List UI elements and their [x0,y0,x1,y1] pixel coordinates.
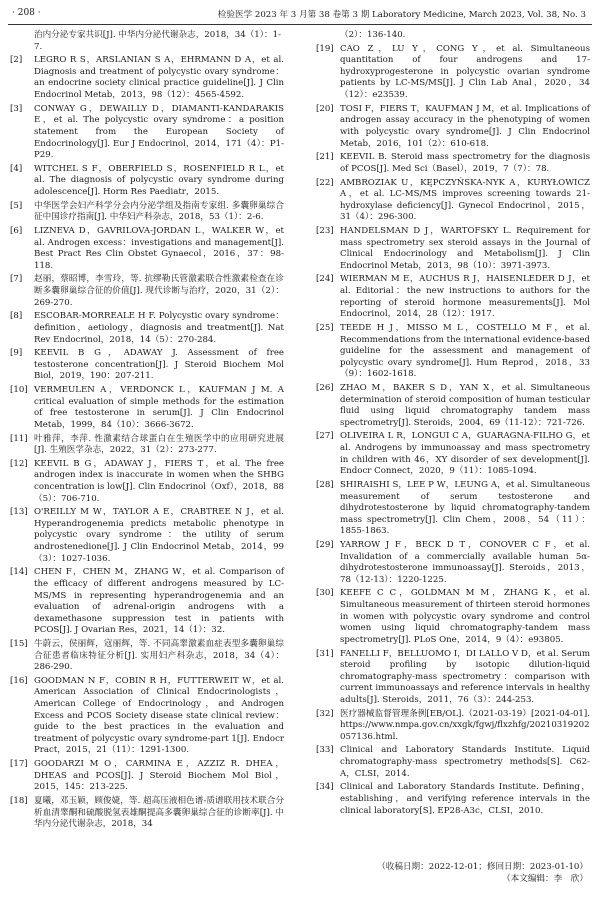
reference-item [10,459,284,505]
reference-text: KEEVIL B. Steroid mass spectrometry for the diagnosis of PCOS[J]. Med Sci（Basel），2019，7（7）：78. [340,152,590,174]
reference-item [10,55,284,101]
reference-number: [29] [316,539,334,550]
reference-number: [19] [316,43,334,54]
reference-item [10,759,284,794]
reference-text: 夏曦，邓玉颖，顾俊婕，等. 超高压液相色谱-质谱联用技术联合分析血清睾酮和硫酸脱氢表雄酮提高多囊卵巢综合征的诊断率[J]. 中华内分泌代谢杂志，2018，34 [34,796,284,830]
reference-item [316,782,590,817]
reference-number: [18] [10,796,28,806]
reference-text: O'REILLY M W，TAYLOR A E，CRABTREE N J，et al. Hyperandrogenemia predicts metabolic phenotype in polycystic ovary syndrome：the utility of serum androstenedione[J]. J Clin Endocrinol Metab，2014，99（3）：1027-1036. [34,507,284,564]
reference-item [10,104,284,162]
reference-item [10,639,284,674]
reference-item [316,649,590,707]
reference-text: ESCOBAR-MORREALE H F. Polycystic ovary syndrome：definition，aetiology，diagnosis and treatment[J]. Nat Rev Endocrinol，2018，14（5）：270-284. [34,311,284,345]
reference-text: KEEVIL B G，ADAWAY J. Assessment of free testosterone concentration[J]. J Steroid Biochem Mol Biol，2019，190：207-211. [34,348,284,382]
reference-item [316,480,590,538]
reference-item [10,164,284,199]
reference-text: KEEFE C C，GOLDMAN M M，ZHANG K，et al. Simultaneous measurement of thirteen steroid hormones in women with polycystic ovary syndrome and control women using liquid chromatography-tandem mass spectrometry[J]. PLoS One，2014，9（4）：e93805. [340,588,590,645]
article-footer [340,861,588,885]
reference-text: WITCHEL S F，OBERFIELD S，ROSENFIELD R L，et al. The diagnosis of polycystic ovary syndrome during adolescence[J]. Horm Res Paediatr，2015. [34,163,284,197]
reference-item [10,796,284,831]
reference-item [316,431,590,477]
reference-text: TEEDE H J，MISSO M L，COSTELLO M F，et al. Recommendations from the international evidence-based guideline for the assessment and management of polycystic ovary syndrome[J]. Hum Reprod，2018，33（9）：1602-1618. [340,322,590,380]
reference-number: [34] [316,782,334,793]
reference-item [316,383,590,429]
reference-number: [20] [316,103,334,114]
reference-text: ZHAO M，BAKER S D，YAN X，et al. Simultaneous determination of steroid composition of human testicular fluid using liquid chromatography tandem mass spectrometry[J]. Steroids，2004，69（11-12）：721-726. [340,382,590,428]
running-head: 检验医学 2023 年 3 月第 38 卷第 3 期 Laboratory Medicine, March 2023, Vol. 38, No. 3 [217,10,586,20]
reference-number: [26] [316,382,334,393]
reference-text: 赵丽，蔡昭博，李雪玲，等. 抗缪勒氏管激素联合性激素检查在诊断多囊卵巢综合征的价值[J]. 现代诊断与治疗，2020，31（2）：269-270. [34,274,284,308]
reference-text: VERMEULEN A，VERDONCK L，KAUFMAN J M. A critical evaluation of simple methods for the estimation of free testosterone in serum[J]. J Clin Endocrinol Metab，1999，84（10）：3666-3672. [34,385,284,430]
reference-item [316,588,590,646]
left-column [10,30,284,831]
reference-number: [10] [10,385,28,396]
reference-text: TOSI F，FIERS T，KAUFMAN J M，et al. Implications of androgen assay accuracy in the phenotyping of women with polycystic ovary syndrome[J]. J Clin Endocrinol Metab，2016，101（2）：610-618. [340,103,590,149]
reference-text: HANDELSMAN D J，WARTOFSKY L. Requirement for mass spectrometry sex steroid assays in the Journal of Clinical Endocrinology and Metabolism[J]. J Clin Endocrinol Metab，2013，98（10）：3971-3973. [340,225,590,271]
reference-item [10,507,284,565]
reference-text: WIERMAN M E，AUCHUS R J，HAISENLEDER D J，et al. Editorial：the new instructions to authors for the reporting of steroid hormone measurements[J]. Mol Endocrinol，2014，28（12）：1917. [340,274,590,320]
reference-list-left [10,55,284,831]
reference-text: GOODMAN N F，COBIN R H，FUTTERWEIT W，et al. American Association of Clinical Endocrinologists，American College of Endocrinology，and Androgen Excess and PCOS Society disease state clinical review：guide to the best practices in the evaluation and treatment of polycystic ovary syndrome-part 1[J]. Endocr Pract，2015，21（11）：1291-1300. [34,675,284,756]
reference-number: [27] [316,431,334,442]
reference-number: [8] [10,311,23,322]
reference-item [10,226,284,272]
reference-number: [3] [10,103,23,114]
reference-item [316,709,590,744]
reference-number: [21] [316,152,334,163]
reference-item [10,274,284,309]
reference-continuation: （2）：136-140. [340,30,406,40]
reference-item [10,385,284,431]
reference-number: [33] [316,745,334,756]
reference-number: [23] [316,225,334,236]
reference-item [10,434,284,457]
reference-text: CHEN F，CHEN M，ZHANG W，et al. Comparison of the efficacy of different androgens measured by LC-MS/MS in representing hyperandrogenemia and an evaluation of adrenal-origin androgens with a dexamethasone suppression test in patients with PCOS[J]. J Ovarian Res，2021，14（1）：32. [34,567,284,636]
reference-number: [4] [10,163,23,174]
reference-number: [28] [316,479,334,490]
reference-text: Clinical and Laboratory Standards Institute. Liquid chromatography-mass spectrometry methods[S]. C62-A，CLSI，2014. [340,745,590,779]
reference-continuation: 治内分泌专家共识[J]. 中华内分泌代谢杂志，2018，34（1）：1-7. [34,30,282,52]
reference-item [10,567,284,637]
reference-item [316,178,590,224]
editor-note: （本文编辑：李 欣） [502,874,588,884]
right-column [316,30,590,817]
reference-number: [12] [10,458,28,469]
reference-list-right [316,44,590,817]
reference-number: [24] [316,274,334,285]
reference-text: 中华医学会妇产科学分会内分泌学组及指南专家组. 多囊卵巢综合征中国诊疗指南[J]. 中华妇产科杂志，2018，53（1）：2-6. [34,200,284,223]
reference-text: 牛蔚云，侯丽辉，寇丽辉，等. 不同高睾激素血症表型多囊卵巢综合征患者临床特征分析[J]. 实用妇产科杂志，2018，34（4）：286-290. [34,639,284,673]
reference-text: KEEVIL B G，ADAWAY J，FIERS T，et al. The free androgen index is inaccurate in women when the SHBG concentration is low[J]. Clin Endocrinol（Oxf），2018，88（5）：706-710. [34,458,284,504]
reference-number: [31] [316,648,334,659]
reference-number: [9] [10,348,23,359]
reference-number: [13] [10,507,28,518]
reference-item [316,44,590,102]
reference-text: LIZNEVA D，GAVRILOVA-JORDAN L，WALKER W，et al. Androgen excess：investigations and management[J]. Best Pract Res Clin Obstet Gynaecol，2016，37：98-118. [34,225,284,271]
reference-text: AMBROZIAK U，KĘPCZYŃSKA-NYK A，KURYŁOWICZ A，et al. LC-MS/MS improves screening towards 21-hydroxylase deficiency[J]. Gynecol Endocrinol，2015，31（4）：296-300. [340,177,590,223]
reference-item [10,201,284,224]
reference-number: [7] [10,274,23,285]
reference-number: [2] [10,55,23,66]
reference-number: [14] [10,567,28,578]
reference-item [10,311,284,346]
reference-text: Clinical and Laboratory Standards Institute. Defining，establishing，and verifying reference intervals in the clinical laboratory[S]. EP28-A3c，CLSI，2010. [340,782,590,816]
reference-number: [17] [10,759,28,770]
reference-item [316,152,590,175]
reference-text: 叶雅萍，李萍. 性激素结合球蛋白在生殖医学中的应用研究进展[J]. 生殖医学杂志，2022，31（2）：273-277. [34,433,284,456]
reference-number: [30] [316,588,334,599]
reference-item [316,323,590,381]
reference-text: LEGRO R S，ARSLANIAN S A，EHRMANN D A，et al. Diagnosis and treatment of polycystic ovary syndrome：an endocrine society clinical practice guideline[J]. J Clin Endocrinol Metab，2013，98（12）：4565-4592. [34,55,284,101]
reference-item [10,676,284,757]
reference-number: [22] [316,177,334,188]
reference-item [316,745,590,780]
reference-number: [6] [10,225,23,236]
reference-text: GOODARZI M O，CARMINA E，AZZIZ R. DHEA，DHEAS and PCOS[J]. J Steroid Biochem Mol Biol，2015，145：213-225. [34,759,284,793]
reference-text: SHIRAISHI S，LEE P W，LEUNG A，et al. Simultaneous measurement of serum testosterone and dihydrotestosterone by liquid chromatography-tandem mass spectrometry[J]. Clin Chem，2008，54（11）：1855-1863. [340,479,590,537]
reference-number: [16] [10,675,28,686]
reference-item [316,540,590,586]
reference-text: CONWAY G，DEWAILLY D，DIAMANTI-KANDARAKIS E，et al. The polycystic ovary syndrome：a position statement from the European Society of Endocrinology[J]. Eur J Endocrinol，2014，171（4）：P1-P29. [34,103,284,161]
reference-item [316,274,590,320]
page-header [8,4,592,25]
reference-item [316,104,590,150]
received-revised-dates: （收稿日期：2022-12-01；修回日期：2023-01-10） [377,862,588,872]
reference-text: CAO Z，LU Y，CONG Y，et al. Simultaneous quantitation of four androgens and 17-hydroxyprogesterone in polycystic ovarian syndrome patients by LC-MS/MS[J]. J Clin Lab Anal，2020，34（12）：e23539. [340,43,590,101]
reference-text: OLIVEIRA L R，LONGUI C A，GUARAGNA-FILHO G，et al. Androgens by immunoassay and mass spectrometry in children with 46，XY disorder of sex development[J]. Endocr Connect，2020，9（11）：1085-1094. [340,431,590,477]
reference-number: [11] [10,433,28,444]
reference-number: [32] [316,708,334,719]
reference-number: [15] [10,639,28,649]
page-number: · 208 · [12,8,41,18]
reference-item [10,348,284,383]
reference-number: [25] [316,322,334,333]
reference-text: 医疗器械监督管理条例[EB/OL].（2021-03-19）[2021-04-01]. https://www.nmpa.gov.cn/xxgk/fgwj/flxzhfg/20210319202057136.html. [340,708,590,742]
reference-item [316,226,590,272]
reference-text: FANELLI F，BELLUOMO I，DI LALLO V D，et al. Serum steroid profiling by isotopic dilution-liquid chromatography-mass spectrometry：comparison with current immunoassays and reference intervals in healthy adults[J]. Steroids，2011，76（3）：244-253. [340,648,590,705]
reference-number: [5] [10,200,23,211]
reference-text: YARROW J F，BECK D T，CONOVER C F，et al. Invalidation of a commercially available human 5α-dihydrotestosterone immunoassay[J]. Steroids，2013，78（12-13）：1220-1225. [340,539,590,585]
